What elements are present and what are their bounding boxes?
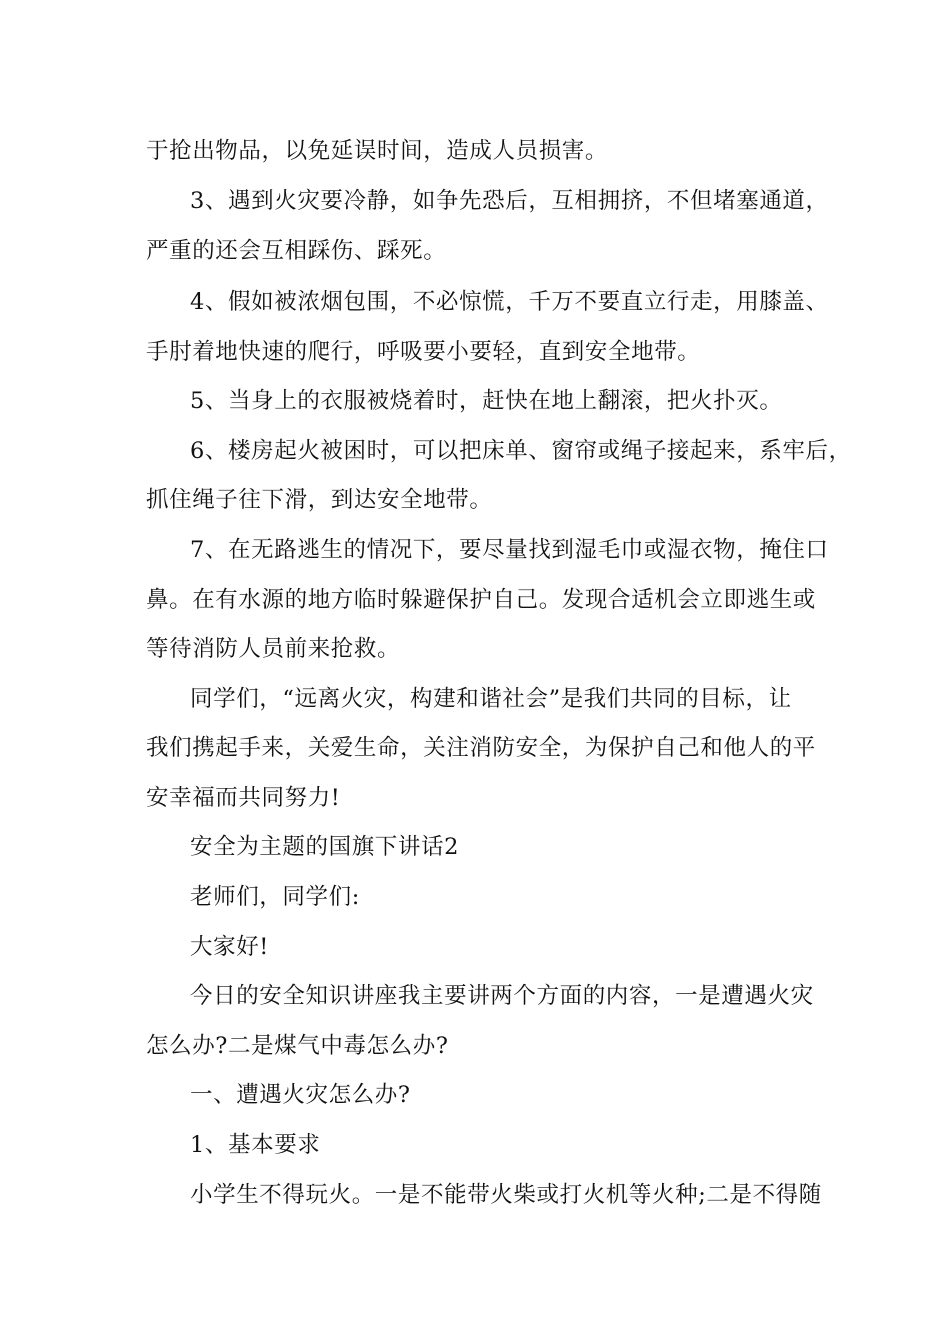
text-line: 今日的安全知识讲座我主要讲两个方面的内容，一是遭遇火灾 [190, 983, 814, 1009]
text-line: 6、楼房起火被困时，可以把床单、窗帘或绳子接起来，系牢后， [190, 438, 852, 464]
text-line: 3、遇到火灾要冷静，如争先恐后，互相拥挤，不但堵塞通道， [190, 188, 829, 214]
text-line: 我们携起手来，关爱生命，关注消防安全，为保护自己和他人的平 [146, 735, 816, 761]
text-line: 7、在无路逃生的情况下，要尽量找到湿毛巾或湿衣物，掩住口 [190, 537, 829, 563]
text-line: 安幸福而共同努力! [146, 785, 341, 811]
subheading: 一、遭遇火灾怎么办? [190, 1082, 411, 1108]
text-line: 5、当身上的衣服被烧着时，赶快在地上翻滚，把火扑灭。 [190, 388, 783, 414]
text-line: 同学们，“远离火灾，构建和谐社会”是我们共同的目标，让 [190, 686, 792, 712]
text-line: 于抢出物品，以免延误时间，造成人员损害。 [146, 138, 609, 164]
section-heading: 安全为主题的国旗下讲话2 [190, 834, 460, 860]
subheading: 1、基本要求 [190, 1132, 321, 1158]
text-line: 严重的还会互相踩伤、踩死。 [146, 238, 447, 264]
text-line: 4、假如被浓烟包围，不必惊慌，千万不要直立行走，用膝盖、 [190, 289, 829, 315]
text-line: 抓住绳子往下滑，到达安全地带。 [146, 487, 493, 513]
salutation: 老师们，同学们: [190, 884, 360, 910]
greeting: 大家好! [190, 934, 269, 960]
text-line: 手肘着地快速的爬行，呼吸要小要轻，直到安全地带。 [146, 339, 701, 365]
text-line: 怎么办?二是煤气中毒怎么办? [146, 1033, 449, 1059]
text-line: 等待消防人员前来抢救。 [146, 636, 401, 662]
text-line: 鼻。在有水源的地方临时躲避保护自己。发现合适机会立即逃生或 [146, 587, 816, 613]
text-line: 小学生不得玩火。一是不能带火柴或打火机等火种;二是不得随 [190, 1182, 822, 1208]
